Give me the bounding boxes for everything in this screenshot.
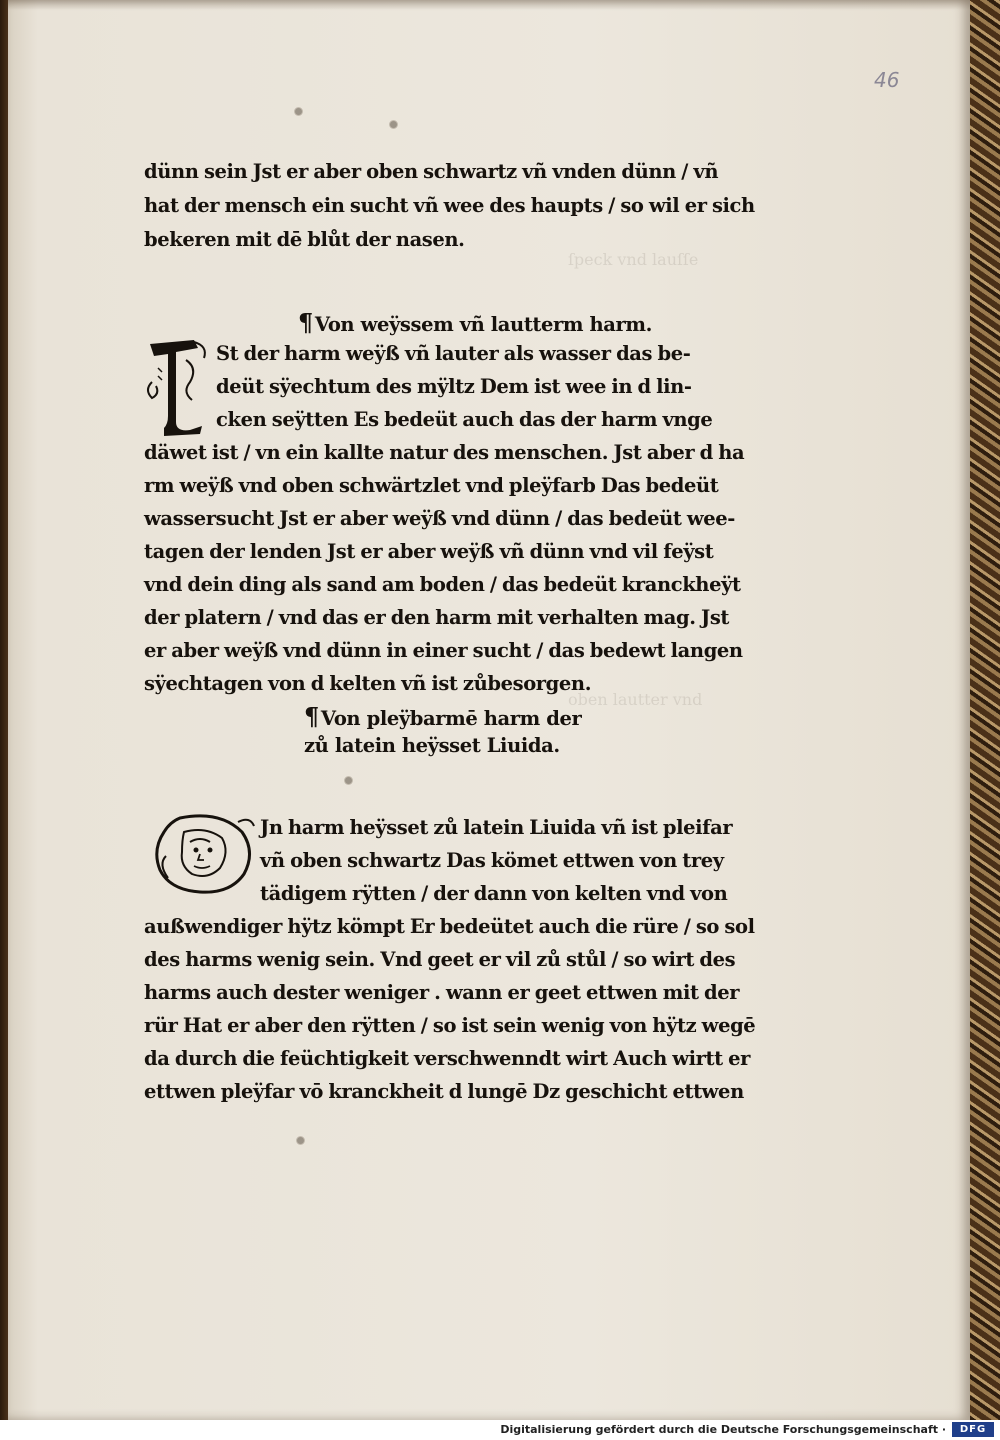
section2-heading-text2: zů latein heÿsset Liuida. [304,734,560,757]
text-line: tädigem rÿtten / der dann von kelten vnd von [260,882,728,905]
text-line: däwet ist / vn ein kallte natur des menschen. Jst aber d ha [144,441,745,464]
text-line: tagen der lenden Jst er aber weÿß vñ dünn vnd vil feÿst [144,540,714,563]
decorated-initial-i [146,338,212,438]
folio-number: 46 [874,68,900,92]
pinhole-dot [390,121,397,128]
initial-i-icon [146,338,212,438]
funding-credit: Digitalisierung gefördert durch die Deutsche Forschungsgemeinschaft · [500,1423,946,1436]
text-line: sÿechtagen von d kelten vñ ist zůbesorgen. [144,672,592,695]
text-line: deüt sÿechtum des mÿltz Dem ist wee in d lin- [216,375,692,398]
bleed-through: ſpeck vnd lauſſe [568,250,699,269]
page-leaf [8,0,970,1420]
dfg-logo: DFG [952,1422,994,1437]
pilcrow-icon: ¶ [304,702,319,731]
bleed-through: oben lautter vnd [568,690,703,709]
text-line: harms auch dester weniger . wann er geet ettwen mit der [144,981,740,1004]
text-line: außwendiger hÿtz kömpt Er bedeütet auch die rüre / so sol [144,915,755,938]
section2-heading [304,702,581,731]
text-line: rür Hat er aber den rÿtten / so ist sein wenig von hÿtz wegē [144,1014,756,1037]
text-line: bekeren mit dē blůt der nasen. [144,228,465,251]
page-shadow [8,0,970,10]
text-line: hat der mensch ein sucht vñ wee des haupts / so wil er sich [144,194,755,217]
text-line: ettwen pleÿfar vō kranckheit d lungē Dz geschicht ettwen [144,1080,744,1103]
text-line: vñ oben schwartz Das kömet ettwen von trey [260,849,724,872]
section2-heading-line2 [304,734,560,757]
text-line: St der harm weÿß vñ lauter als wasser das be- [216,342,691,365]
initial-face-icon [150,812,258,896]
text-line: Jn harm heÿsset zů latein Liuida vñ ist pleifar [260,816,733,839]
section2-heading-line1: Von pleÿbarmē harm der [320,707,582,730]
pilcrow-icon: ¶ [298,308,313,337]
section1-heading-text: Von weÿssem vñ lautterm harm. [314,313,653,336]
text-line: cken seÿtten Es bedeüt auch das der harm vnge [216,408,713,431]
text-line: des harms wenig sein. Vnd geet er vil zů stůl / so wirt des [144,948,736,971]
text-line: dünn sein Jst er aber oben schwartz vñ vnden dünn / vñ [144,160,719,183]
pinhole-dot [345,777,352,784]
footer-bar [0,1420,1000,1440]
pinhole-dot [297,1137,304,1144]
text-line: er aber weÿß vnd dünn in einer sucht / das bedewt langen [144,639,743,662]
pinhole-dot [295,108,302,115]
text-line: wassersucht Jst er aber weÿß vnd dünn / das bedeüt wee- [144,507,735,530]
decorated-initial-d [150,812,258,896]
text-line: vnd dein ding als sand am boden / das bedeüt kranckheÿt [144,573,741,596]
section1-heading [298,308,652,337]
text-line: der platern / vnd das er den harm mit verhalten mag. Jst [144,606,730,629]
text-line: da durch die feüchtigkeit verschwenndt wirt Auch wirtt er [144,1047,750,1070]
text-line: rm weÿß vnd oben schwärtzlet vnd pleÿfarb Das bedeüt [144,474,719,497]
